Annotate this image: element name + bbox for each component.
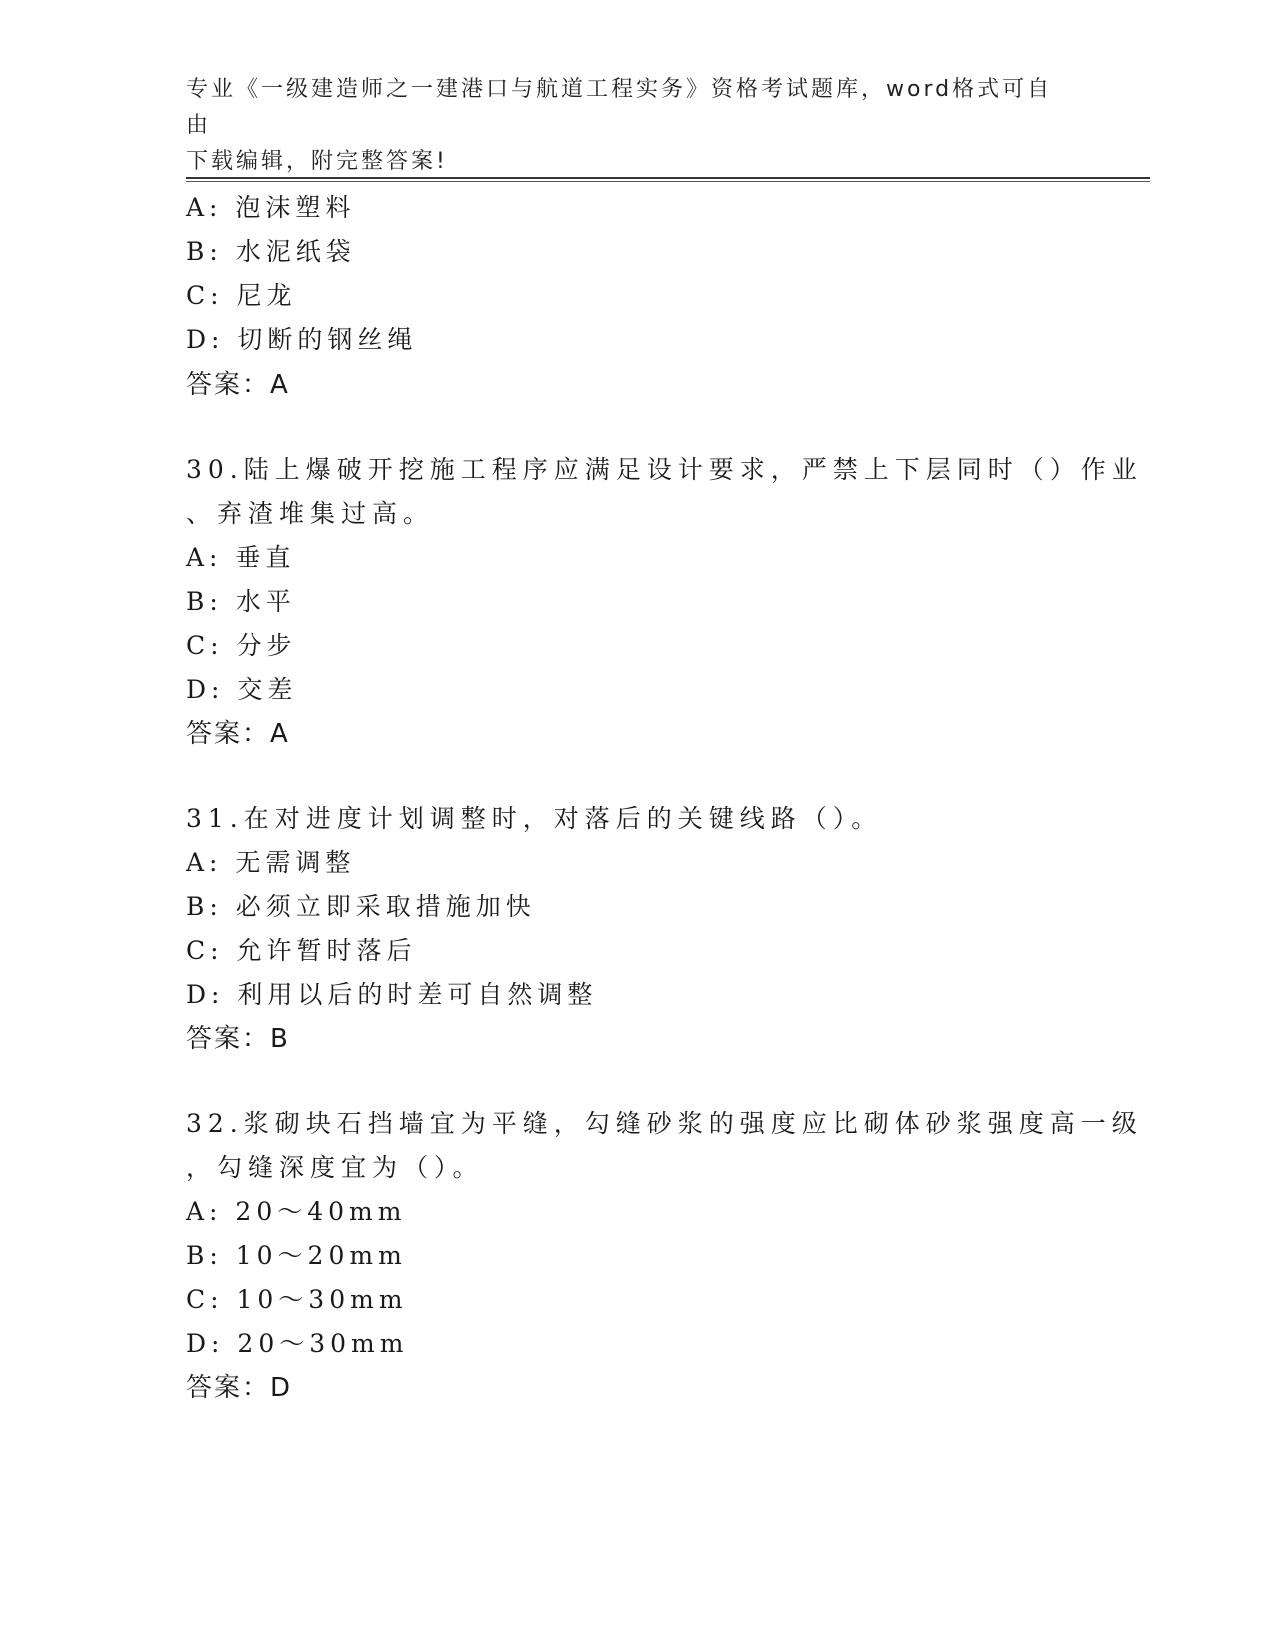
question-32-text-cont: ，勾缝深度宜为（）。 (186, 1153, 484, 1182)
option-b: B: 水泥纸袋 (186, 237, 356, 266)
question-30-text: 30.陆上爆破开挖施工程序应满足设计要求，严禁上下层同时（）作业 (186, 455, 1143, 484)
question-32-text: 32.浆砌块石挡墙宜为平缝，勾缝砂浆的强度应比砌体砂浆强度高一级 (186, 1109, 1143, 1138)
answer: 答案：D (186, 1373, 293, 1403)
option-c: C: 10～30mm (186, 1285, 408, 1314)
option-c: C: 允许暂时落后 (186, 936, 417, 965)
option-d: D: 20～30mm (186, 1329, 409, 1358)
option-a: A: 泡沫塑料 (186, 193, 356, 222)
header-line-1: 专业《一级建造师之一建港口与航道工程实务》资格考试题库，word格式可自由 (186, 77, 1053, 138)
option-d: D: 切断的钢丝绳 (186, 325, 418, 354)
option-b: B: 必须立即采取措施加快 (186, 892, 536, 921)
header-divider (186, 177, 1150, 179)
question-31-text: 31.在对进度计划调整时，对落后的关键线路（）。 (186, 804, 883, 833)
document-header (186, 72, 1066, 180)
answer: 答案：A (186, 719, 290, 749)
option-c: C: 分步 (186, 631, 297, 660)
header-line-2: 下载编辑，附完整答案! (186, 149, 448, 174)
answer: 答案：A (186, 370, 290, 400)
option-a: A: 20～40mm (186, 1197, 407, 1226)
option-b: B: 10～20mm (186, 1241, 407, 1270)
option-b: B: 水平 (186, 587, 296, 616)
option-d: D: 交差 (186, 675, 298, 704)
question-30-text-cont: 、弃渣堆集过高。 (186, 499, 435, 528)
answer: 答案：B (186, 1024, 290, 1054)
option-a: A: 无需调整 (186, 848, 356, 877)
option-a: A: 垂直 (186, 543, 296, 572)
option-c: C: 尼龙 (186, 281, 297, 310)
option-d: D: 利用以后的时差可自然调整 (186, 980, 598, 1009)
header-divider-thin (186, 181, 1150, 182)
